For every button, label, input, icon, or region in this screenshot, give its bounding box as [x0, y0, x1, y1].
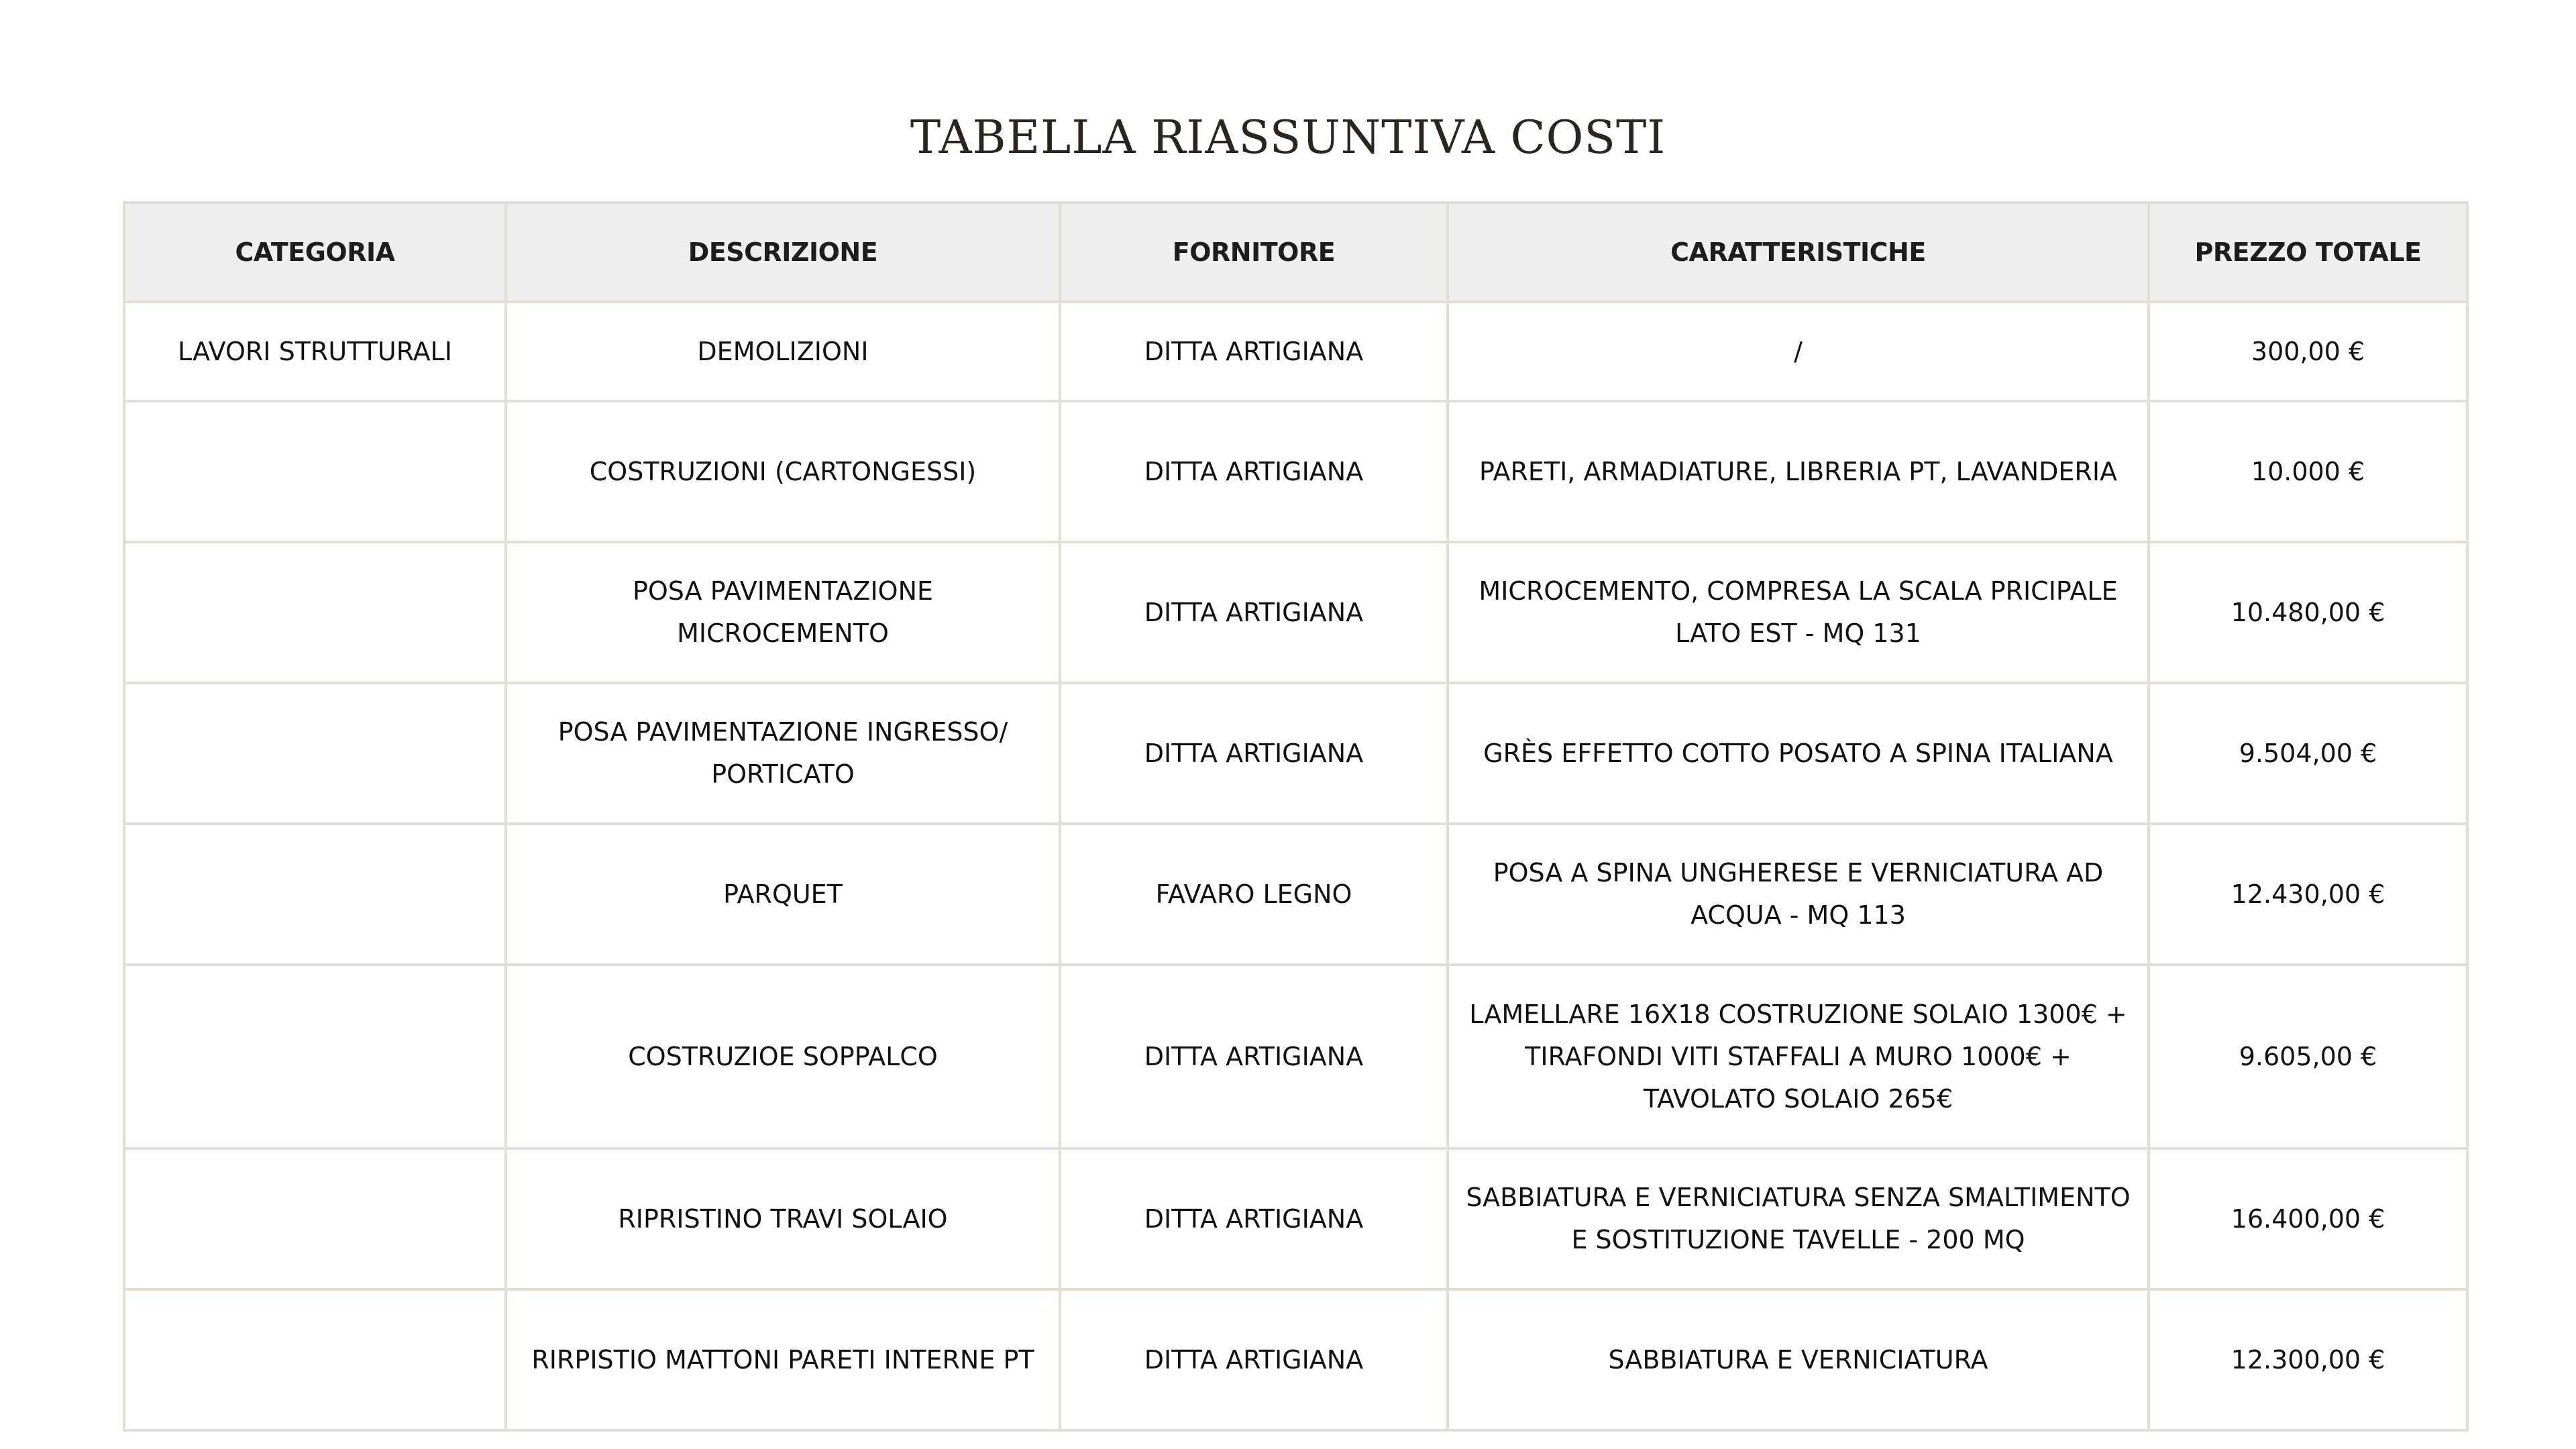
- table-row: [124, 683, 2467, 824]
- cell-categoria: [124, 542, 506, 683]
- cell-prezzo: 10.000 €: [2149, 401, 2467, 542]
- cell-prezzo: 10.480,00 €: [2149, 542, 2467, 683]
- cell-descrizione: POSA PAVIMENTAZIONE MICROCEMENTO: [506, 542, 1060, 683]
- cell-categoria: [124, 965, 506, 1148]
- cell-prezzo: 12.300,00 €: [2149, 1289, 2467, 1430]
- cell-fornitore: DITTA ARTIGIANA: [1060, 1289, 1448, 1430]
- table-row: [124, 965, 2467, 1148]
- cost-summary-table: [123, 201, 2469, 1432]
- column-header-prezzo-totale: PREZZO TOTALE: [2149, 203, 2467, 302]
- table-row: [124, 302, 2467, 401]
- cell-categoria: [124, 683, 506, 824]
- cell-caratteristiche: GRÈS EFFETTO COTTO POSATO A SPINA ITALIANA: [1448, 683, 2149, 824]
- cell-descrizione: COSTRUZIONI (CARTONGESSI): [506, 401, 1060, 542]
- cell-prezzo: 12.430,00 €: [2149, 824, 2467, 965]
- cell-caratteristiche: POSA A SPINA UNGHERESE E VERNICIATURA AD ACQUA - MQ 113: [1448, 824, 2149, 965]
- column-header-fornitore: FORNITORE: [1060, 203, 1448, 302]
- table-row: [124, 401, 2467, 542]
- cell-prezzo: 16.400,00 €: [2149, 1148, 2467, 1289]
- cell-descrizione: PARQUET: [506, 824, 1060, 965]
- page-title: TABELLA RIASSUNTIVA COSTI: [910, 111, 1666, 164]
- cell-categoria: [124, 401, 506, 542]
- cell-descrizione: COSTRUZIOE SOPPALCO: [506, 965, 1060, 1148]
- cell-categoria: [124, 1148, 506, 1289]
- cell-prezzo: 9.504,00 €: [2149, 683, 2467, 824]
- cell-caratteristiche: MICROCEMENTO, COMPRESA LA SCALA PRICIPALE LATO EST - MQ 131: [1448, 542, 2149, 683]
- cell-fornitore: DITTA ARTIGIANA: [1060, 965, 1448, 1148]
- cell-fornitore: DITTA ARTIGIANA: [1060, 542, 1448, 683]
- cell-prezzo: 9.605,00 €: [2149, 965, 2467, 1148]
- table-row: [124, 542, 2467, 683]
- table-row: [124, 824, 2467, 965]
- cell-fornitore: DITTA ARTIGIANA: [1060, 302, 1448, 401]
- table-header-row: [124, 203, 2467, 302]
- column-header-descrizione: DESCRIZIONE: [506, 203, 1060, 302]
- table-row: [124, 1289, 2467, 1430]
- cell-categoria: LAVORI STRUTTURALI: [124, 302, 506, 401]
- cell-fornitore: FAVARO LEGNO: [1060, 824, 1448, 965]
- table-row: [124, 1148, 2467, 1289]
- cell-prezzo: 300,00 €: [2149, 302, 2467, 401]
- cell-fornitore: DITTA ARTIGIANA: [1060, 683, 1448, 824]
- cell-caratteristiche: SABBIATURA E VERNICIATURA SENZA SMALTIMENTO E SOSTITUZIONE TAVELLE - 200 MQ: [1448, 1148, 2149, 1289]
- cell-descrizione: DEMOLIZIONI: [506, 302, 1060, 401]
- cell-caratteristiche: LAMELLARE 16X18 COSTRUZIONE SOLAIO 1300€ + TIRAFONDI VITI STAFFALI A MURO 1000€ + TAVOLATO SOLAIO 265€: [1448, 965, 2149, 1148]
- cell-descrizione: POSA PAVIMENTAZIONE INGRESSO/ PORTICATO: [506, 683, 1060, 824]
- cell-categoria: [124, 1289, 506, 1430]
- cell-descrizione: RIRPISTIO MATTONI PARETI INTERNE PT: [506, 1289, 1060, 1430]
- cell-fornitore: DITTA ARTIGIANA: [1060, 1148, 1448, 1289]
- cell-fornitore: DITTA ARTIGIANA: [1060, 401, 1448, 542]
- cell-caratteristiche: /: [1448, 302, 2149, 401]
- cell-caratteristiche: SABBIATURA E VERNICIATURA: [1448, 1289, 2149, 1430]
- column-header-categoria: CATEGORIA: [124, 203, 506, 302]
- cell-caratteristiche: PARETI, ARMADIATURE, LIBRERIA PT, LAVANDERIA: [1448, 401, 2149, 542]
- cell-categoria: [124, 824, 506, 965]
- cell-descrizione: RIPRISTINO TRAVI SOLAIO: [506, 1148, 1060, 1289]
- column-header-caratteristiche: CARATTERISTICHE: [1448, 203, 2149, 302]
